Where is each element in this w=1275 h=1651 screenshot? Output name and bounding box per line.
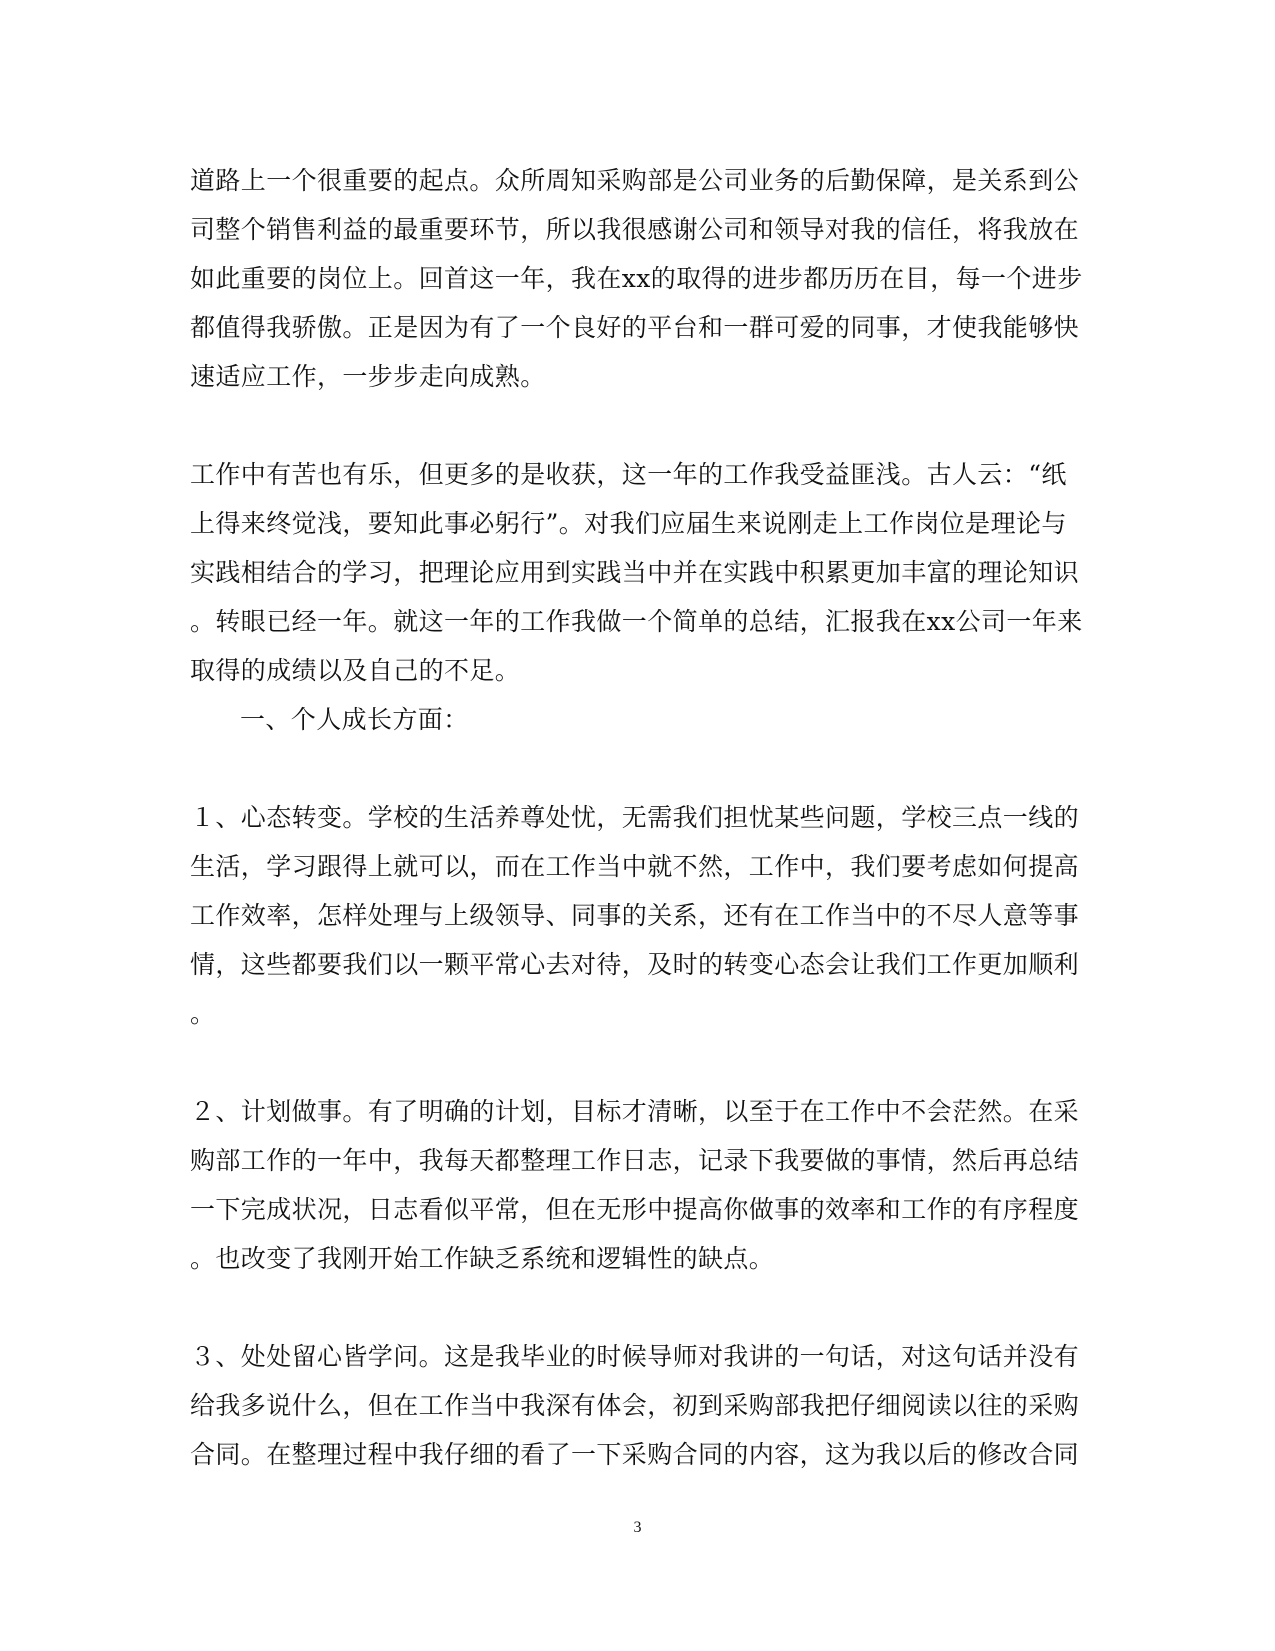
text-line: 一下完成状况，日志看似平常，但在无形中提高你做事的效率和工作的有序程度 bbox=[190, 1195, 1080, 1224]
text-line: 购部工作的一年中，我每天都整理工作日志，记录下我要做的事情，然后再总结 bbox=[190, 1146, 1080, 1175]
text-line: ２、计划做事。有了明确的计划，目标才清晰，以至于在工作中不会茫然。在采 bbox=[190, 1097, 1080, 1126]
text-line: 情，这些都要我们以一颗平常心去对待，及时的转变心态会让我们工作更加顺利 bbox=[190, 950, 1080, 979]
text-line: 工作中有苦也有乐，但更多的是收获，这一年的工作我受益匪浅。古人云：“纸 bbox=[190, 460, 1067, 489]
text-line: ３、处处留心皆学问。这是我毕业的时候导师对我讲的一句话，对这句话并没有 bbox=[190, 1342, 1080, 1371]
text-line: 速适应工作，一步步走向成熟。 bbox=[190, 362, 546, 391]
paragraph-gap bbox=[190, 1283, 1070, 1332]
paragraph bbox=[190, 1087, 1080, 1283]
paragraph-gap bbox=[190, 744, 1070, 793]
text-line: 司整个销售利益的最重要环节，所以我很感谢公司和领导对我的信任，将我放在 bbox=[190, 215, 1080, 244]
text-line: 都值得我骄傲。正是因为有了一个良好的平台和一群可爱的同事，才使我能够快 bbox=[190, 313, 1080, 342]
text-line: 生活，学习跟得上就可以，而在工作当中就不然，工作中，我们要考虑如何提高 bbox=[190, 852, 1080, 881]
text-line: 。也改变了我刚开始工作缺乏系统和逻辑性的缺点。 bbox=[190, 1244, 775, 1273]
paragraph bbox=[190, 450, 1083, 695]
text-line: 工作效率，怎样处理与上级领导、同事的关系，还有在工作当中的不尽人意等事 bbox=[190, 901, 1080, 930]
text-line: 如此重要的岗位上。回首这一年，我在xx的取得的进步都历历在目，每一个进步 bbox=[190, 264, 1083, 293]
page-number: 3 bbox=[633, 1519, 642, 1536]
text-line: １、心态转变。学校的生活养尊处忧，无需我们担忧某些问题，学校三点一线的 bbox=[190, 803, 1080, 832]
text-line: 实践相结合的学习，把理论应用到实践当中并在实践中积累更加丰富的理论知识 bbox=[190, 558, 1080, 587]
text-line: 上得来终觉浅，要知此事必躬行”。对我们应届生来说刚走上工作岗位是理论与 bbox=[190, 509, 1067, 538]
text-line: 取得的成绩以及自己的不足。 bbox=[190, 656, 521, 685]
paragraph-gap bbox=[190, 401, 1070, 450]
text-line: 给我多说什么，但在工作当中我深有体会，初到采购部我把仔细阅读以往的采购 bbox=[190, 1391, 1080, 1420]
text-line: 。转眼已经一年。就这一年的工作我做一个简单的总结，汇报我在xx公司一年来 bbox=[190, 607, 1083, 636]
text-line: 。 bbox=[190, 999, 216, 1028]
paragraph bbox=[190, 793, 1080, 1038]
paragraph bbox=[190, 156, 1083, 401]
document-body bbox=[190, 156, 1083, 1479]
paragraph bbox=[190, 1332, 1080, 1479]
text-line: 道路上一个很重要的起点。众所周知采购部是公司业务的后勤保障，是关系到公 bbox=[190, 166, 1080, 195]
paragraph-gap bbox=[190, 1038, 1070, 1087]
section-heading: 一、个人成长方面： bbox=[240, 705, 469, 734]
text-line: 合同。在整理过程中我仔细的看了一下采购合同的内容，这为我以后的修改合同 bbox=[190, 1440, 1080, 1469]
